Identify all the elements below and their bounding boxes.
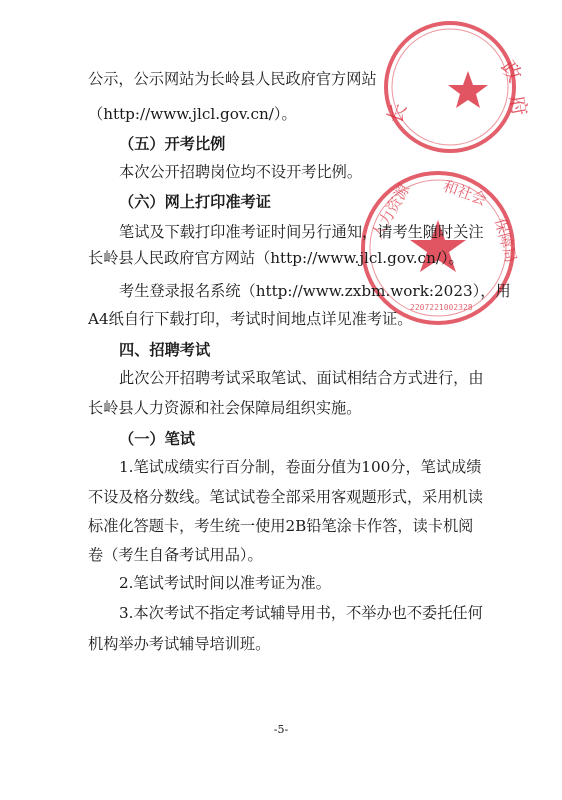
text-line-18: 2.笔试考试时间以准考证为准。 [119,574,331,592]
page-number: -5- [273,723,289,736]
government-seal-stamp [372,15,533,165]
text-line-8: 考生登录报名系统（http://www.zxbm.work:2023），用 [119,282,511,300]
svg-text:长: 长 [382,99,412,127]
text-line-4: 本次公开招聘岗位均不设开考比例。 [119,163,362,181]
text-line-16: 标准化答题卡，考生统一使用2B铅笔涂卡作答，读卡机阅 [88,517,474,535]
text-line-9: A4纸自行下载打印，考试时间地点详见准考证。 [88,310,413,328]
section-heading-5: （五）开考比例 [119,135,226,153]
svg-text:政: 政 [495,56,528,87]
svg-text:府: 府 [505,93,533,118]
text-line-15: 不设及格分数线。笔试试卷全部采用客观题形式，采用机读 [88,488,483,506]
text-line-6: 笔试及下载打印准考证时间另行通知，请考生随时关注 [119,223,484,241]
text-line-12: 长岭县人力资源和社会保障局组织实施。 [88,399,362,417]
text-line-19: 3.本次考试不指定考试辅导用书，不举办也不委托任何 [119,604,483,622]
text-line-20: 机构举办考试辅导培训班。 [88,635,271,653]
text-line-7: 长岭县人民政府官方网站（http://www.jlcl.gov.cn/）。 [88,249,464,267]
svg-text:和社会: 和社会 [440,176,490,210]
subsection-heading-written-exam: （一）笔试 [119,430,195,448]
section-heading-4: 四、招聘考试 [119,341,211,359]
text-line-11: 此次公开招聘考试采取笔试、面试相结合方式进行，由 [119,369,484,387]
text-line-14: 1.笔试成绩实行百分制，卷面分值为100分，笔试成绩 [119,458,482,476]
svg-text:人力资源: 人力资源 [367,181,414,242]
text-line-1: 公示，公示网站为长岭县人民政府官方网站 [88,70,377,88]
text-line-2: （http://www.jlcl.gov.cn/）。 [88,105,297,123]
text-line-17: 卷（考生自备考试用品）。 [88,546,263,564]
svg-text:保障局: 保障局 [491,216,521,265]
svg-text:2207221002328: 2207221002328 [410,303,473,312]
section-heading-6: （六）网上打印准考证 [119,193,271,211]
